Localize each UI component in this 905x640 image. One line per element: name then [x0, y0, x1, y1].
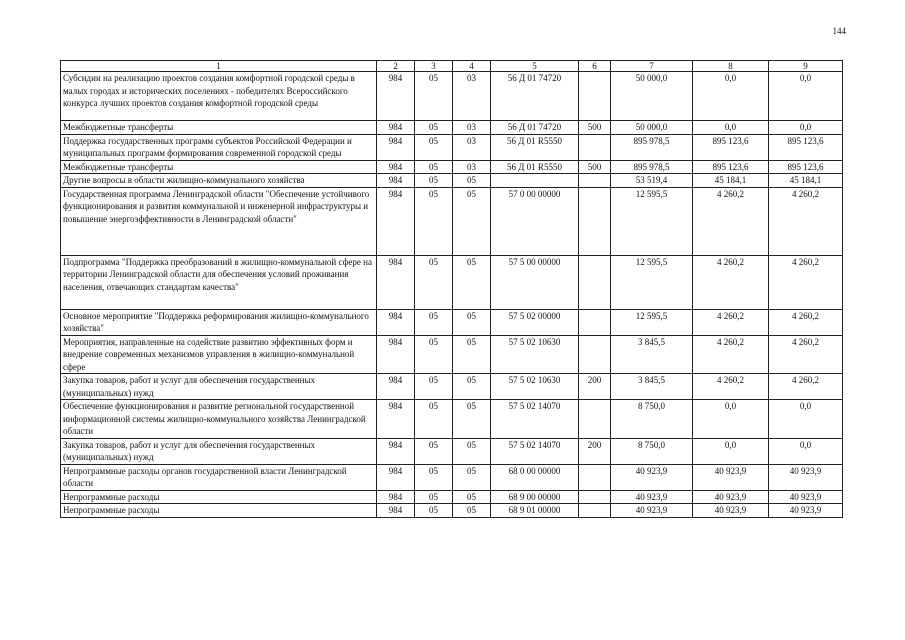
- header-cell: 5: [491, 61, 579, 72]
- ministry-code: 984: [377, 464, 415, 490]
- amount-col-7: 8 750,0: [611, 438, 693, 464]
- amount-col-7: 3 845,5: [611, 374, 693, 400]
- amount-col-7: 40 923,9: [611, 464, 693, 490]
- ministry-code: 984: [377, 504, 415, 518]
- row-description: Другие вопросы в области жилищно-коммунального хозяйства: [61, 174, 377, 188]
- section-code: 05: [415, 72, 453, 121]
- amount-col-9: 4 260,2: [769, 374, 843, 400]
- ministry-code: 984: [377, 309, 415, 335]
- table-row: [61, 400, 843, 439]
- row-description: Непрограммные расходы: [61, 490, 377, 504]
- amount-col-7: 12 595,5: [611, 255, 693, 309]
- target-item-code: 68 9 01 00000: [491, 504, 579, 518]
- target-item-code: 57 5 02 00000: [491, 309, 579, 335]
- subsection-code: 05: [453, 464, 491, 490]
- subsection-code: 05: [453, 504, 491, 518]
- table-row: [61, 490, 843, 504]
- ministry-code: 984: [377, 121, 415, 135]
- subsection-code: 05: [453, 255, 491, 309]
- section-code: 05: [415, 464, 453, 490]
- table-row: [61, 464, 843, 490]
- page-number: 144: [832, 26, 846, 36]
- row-description: Межбюджетные трансферты: [61, 160, 377, 174]
- header-cell: 7: [611, 61, 693, 72]
- table-row: [61, 335, 843, 374]
- row-description: Подпрограмма "Поддержка преобразований в жилищно-коммунальной сфере на территории Ленинградской области для обеспечения условий проживания населения, отвечающих стандартам качества": [61, 255, 377, 309]
- subsection-code: 05: [453, 490, 491, 504]
- section-code: 05: [415, 400, 453, 439]
- amount-col-8: 4 260,2: [693, 309, 769, 335]
- header-cell: 2: [377, 61, 415, 72]
- amount-col-9: 4 260,2: [769, 255, 843, 309]
- table-row: [61, 504, 843, 518]
- row-description: Межбюджетные трансферты: [61, 121, 377, 135]
- amount-col-9: 40 923,9: [769, 504, 843, 518]
- subsection-code: 05: [453, 335, 491, 374]
- amount-col-7: 53 519,4: [611, 174, 693, 188]
- header-cell: 3: [415, 61, 453, 72]
- target-item-code: 68 9 00 00000: [491, 490, 579, 504]
- target-item-code: 57 5 02 10630: [491, 335, 579, 374]
- amount-col-9: 45 184,1: [769, 174, 843, 188]
- expense-type-code: [579, 309, 611, 335]
- table-row: [61, 174, 843, 188]
- amount-col-7: 50 000,0: [611, 121, 693, 135]
- expense-type-code: [579, 504, 611, 518]
- amount-col-9: 4 260,2: [769, 309, 843, 335]
- amount-col-8: 895 123,6: [693, 160, 769, 174]
- section-code: 05: [415, 490, 453, 504]
- amount-col-7: 40 923,9: [611, 504, 693, 518]
- target-item-code: 68 0 00 00000: [491, 464, 579, 490]
- ministry-code: 984: [377, 438, 415, 464]
- header-cell: 9: [769, 61, 843, 72]
- row-description: Государственная программа Ленинградской области "Обеспечение устойчивого функционирования и развития коммунальной и инженерной инфраструктуры и повышение энергоэффективности в Ленинградской области": [61, 187, 377, 255]
- amount-col-9: 0,0: [769, 72, 843, 121]
- amount-col-8: 4 260,2: [693, 255, 769, 309]
- target-item-code: 57 5 02 14070: [491, 400, 579, 439]
- expense-type-code: [579, 72, 611, 121]
- amount-col-9: 0,0: [769, 121, 843, 135]
- section-code: 05: [415, 438, 453, 464]
- target-item-code: [491, 174, 579, 188]
- subsection-code: 05: [453, 400, 491, 439]
- target-item-code: 56 Д 01 R5550: [491, 134, 579, 160]
- expense-type-code: [579, 400, 611, 439]
- amount-col-8: 45 184,1: [693, 174, 769, 188]
- amount-col-8: 40 923,9: [693, 504, 769, 518]
- table-row: [61, 134, 843, 160]
- subsection-code: 05: [453, 374, 491, 400]
- amount-col-9: 4 260,2: [769, 187, 843, 255]
- subsection-code: 05: [453, 174, 491, 188]
- subsection-code: 05: [453, 187, 491, 255]
- ministry-code: 984: [377, 174, 415, 188]
- amount-col-8: 4 260,2: [693, 187, 769, 255]
- target-item-code: 56 Д 01 R5550: [491, 160, 579, 174]
- section-code: 05: [415, 309, 453, 335]
- target-item-code: 57 5 00 00000: [491, 255, 579, 309]
- target-item-code: 57 5 02 10630: [491, 374, 579, 400]
- table-row: [61, 374, 843, 400]
- section-code: 05: [415, 504, 453, 518]
- header-cell: 8: [693, 61, 769, 72]
- ministry-code: 984: [377, 400, 415, 439]
- expense-type-code: 500: [579, 160, 611, 174]
- expense-type-code: [579, 174, 611, 188]
- amount-col-9: 0,0: [769, 400, 843, 439]
- expense-type-code: 200: [579, 438, 611, 464]
- expense-type-code: [579, 464, 611, 490]
- section-code: 05: [415, 255, 453, 309]
- ministry-code: 984: [377, 160, 415, 174]
- budget-table: [60, 60, 843, 518]
- row-description: Мероприятия, направленные на содействие развитию эффективных форм и внедрение современных механизмов управления в жилищно-коммунальной сфере: [61, 335, 377, 374]
- expense-type-code: [579, 490, 611, 504]
- amount-col-7: 895 978,5: [611, 134, 693, 160]
- table-row: [61, 121, 843, 135]
- ministry-code: 984: [377, 72, 415, 121]
- amount-col-8: 4 260,2: [693, 374, 769, 400]
- target-item-code: 56 Д 01 74720: [491, 121, 579, 135]
- expense-type-code: 200: [579, 374, 611, 400]
- section-code: 05: [415, 121, 453, 135]
- ministry-code: 984: [377, 490, 415, 504]
- amount-col-9: 40 923,9: [769, 464, 843, 490]
- expense-type-code: [579, 134, 611, 160]
- table-row: [61, 72, 843, 121]
- subsection-code: 03: [453, 72, 491, 121]
- expense-type-code: [579, 187, 611, 255]
- amount-col-7: 8 750,0: [611, 400, 693, 439]
- header-cell: 4: [453, 61, 491, 72]
- row-description: Закупка товаров, работ и услуг для обеспечения государственных (муниципальных) нужд: [61, 438, 377, 464]
- target-item-code: 57 5 02 14070: [491, 438, 579, 464]
- ministry-code: 984: [377, 374, 415, 400]
- subsection-code: 03: [453, 121, 491, 135]
- header-cell: 1: [61, 61, 377, 72]
- table-row: [61, 309, 843, 335]
- amount-col-8: 0,0: [693, 438, 769, 464]
- row-description: Субсидии на реализацию проектов создания комфортной городской среды в малых городах и исторических поселениях - победителях Всероссийского конкурса лучших проектов создания комфортной городской среды: [61, 72, 377, 121]
- header-row: [61, 61, 843, 72]
- subsection-code: 05: [453, 309, 491, 335]
- amount-col-8: 895 123,6: [693, 134, 769, 160]
- amount-col-9: 895 123,6: [769, 160, 843, 174]
- subsection-code: 05: [453, 438, 491, 464]
- expense-type-code: 500: [579, 121, 611, 135]
- amount-col-9: 40 923,9: [769, 490, 843, 504]
- expense-type-code: [579, 255, 611, 309]
- row-description: Обеспечение функционирования и развитие региональной государственной информационной системы жилищно-коммунального хозяйства Ленинградской области: [61, 400, 377, 439]
- ministry-code: 984: [377, 134, 415, 160]
- amount-col-8: 4 260,2: [693, 335, 769, 374]
- section-code: 05: [415, 174, 453, 188]
- amount-col-7: 3 845,5: [611, 335, 693, 374]
- amount-col-7: 40 923,9: [611, 490, 693, 504]
- amount-col-8: 0,0: [693, 400, 769, 439]
- row-description: Основное мероприятие "Поддержка реформирования жилищно-коммунального хозяйства": [61, 309, 377, 335]
- amount-col-8: 40 923,9: [693, 464, 769, 490]
- ministry-code: 984: [377, 255, 415, 309]
- header-cell: 6: [579, 61, 611, 72]
- target-item-code: 56 Д 01 74720: [491, 72, 579, 121]
- amount-col-7: 12 595,5: [611, 187, 693, 255]
- amount-col-7: 895 978,5: [611, 160, 693, 174]
- amount-col-8: 0,0: [693, 121, 769, 135]
- row-description: Непрограммные расходы: [61, 504, 377, 518]
- table-row: [61, 160, 843, 174]
- amount-col-7: 50 000,0: [611, 72, 693, 121]
- amount-col-8: 0,0: [693, 72, 769, 121]
- section-code: 05: [415, 134, 453, 160]
- section-code: 05: [415, 335, 453, 374]
- row-description: Непрограммные расходы органов государственной власти Ленинградской области: [61, 464, 377, 490]
- row-description: Поддержка государственных программ субъектов Российской Федерации и муниципальных программ формирования современной городской среды: [61, 134, 377, 160]
- ministry-code: 984: [377, 187, 415, 255]
- table-row: [61, 255, 843, 309]
- row-description: Закупка товаров, работ и услуг для обеспечения государственных (муниципальных) нужд: [61, 374, 377, 400]
- target-item-code: 57 0 00 00000: [491, 187, 579, 255]
- table-row: [61, 187, 843, 255]
- expense-type-code: [579, 335, 611, 374]
- ministry-code: 984: [377, 335, 415, 374]
- table-row: [61, 438, 843, 464]
- amount-col-9: 4 260,2: [769, 335, 843, 374]
- amount-col-9: 0,0: [769, 438, 843, 464]
- section-code: 05: [415, 374, 453, 400]
- subsection-code: 03: [453, 160, 491, 174]
- section-code: 05: [415, 187, 453, 255]
- subsection-code: 03: [453, 134, 491, 160]
- section-code: 05: [415, 160, 453, 174]
- amount-col-7: 12 595,5: [611, 309, 693, 335]
- amount-col-9: 895 123,6: [769, 134, 843, 160]
- amount-col-8: 40 923,9: [693, 490, 769, 504]
